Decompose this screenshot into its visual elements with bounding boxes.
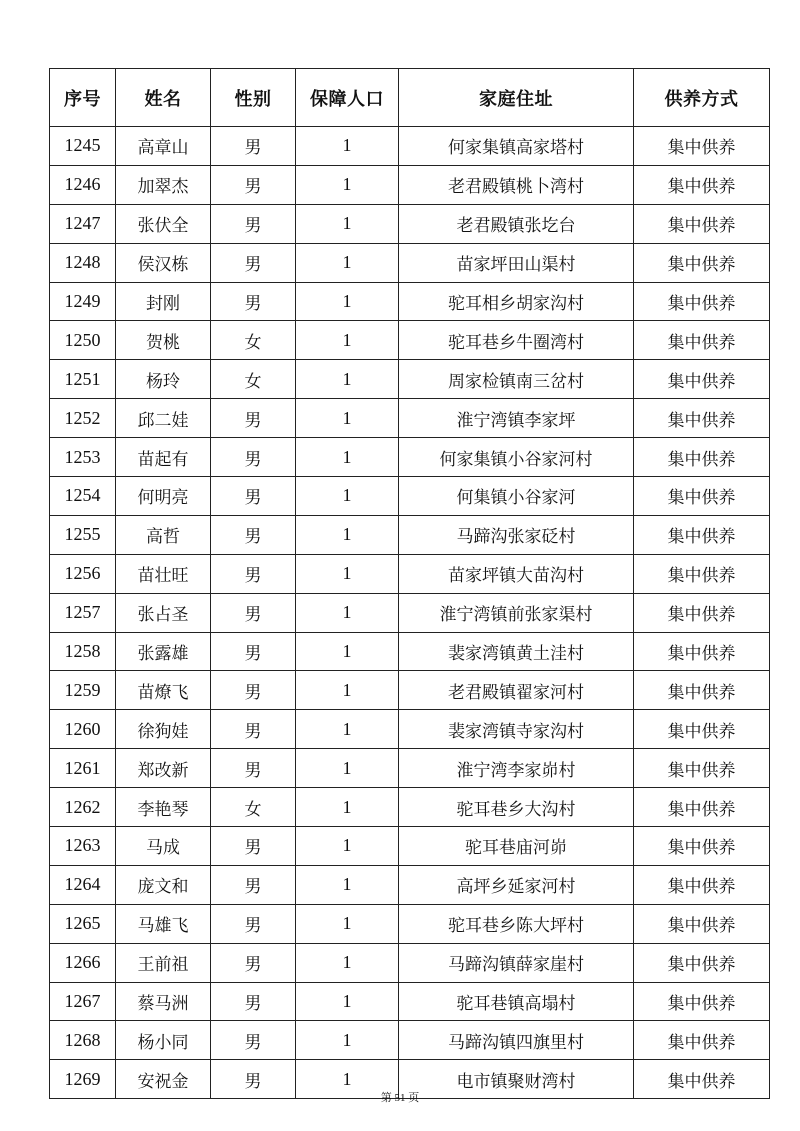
cell-address: 驼耳巷乡陈大坪村 [399, 904, 634, 943]
header-count: 保障人口 [296, 69, 399, 127]
cell-id: 1256 [50, 554, 116, 593]
table-row [50, 593, 770, 632]
cell-support: 集中供养 [634, 165, 770, 204]
cell-name: 高哲 [116, 515, 211, 554]
cell-id: 1263 [50, 827, 116, 866]
cell-gender: 男 [211, 204, 296, 243]
cell-count: 1 [296, 904, 399, 943]
table-row [50, 399, 770, 438]
cell-count: 1 [296, 204, 399, 243]
header-name: 姓名 [116, 69, 211, 127]
cell-support: 集中供养 [634, 243, 770, 282]
cell-id: 1258 [50, 632, 116, 671]
cell-name: 张露雄 [116, 632, 211, 671]
cell-gender: 男 [211, 865, 296, 904]
cell-address: 驼耳相乡胡家沟村 [399, 282, 634, 321]
cell-gender: 男 [211, 710, 296, 749]
cell-id: 1264 [50, 865, 116, 904]
page-number: 第 51 页 [380, 1092, 420, 1104]
cell-name: 马成 [116, 827, 211, 866]
cell-id: 1252 [50, 399, 116, 438]
cell-support: 集中供养 [634, 865, 770, 904]
cell-support: 集中供养 [634, 438, 770, 477]
cell-address: 淮宁湾李家峁村 [399, 749, 634, 788]
cell-name: 加翠杰 [116, 165, 211, 204]
cell-support: 集中供养 [634, 827, 770, 866]
cell-support: 集中供养 [634, 127, 770, 166]
cell-count: 1 [296, 515, 399, 554]
cell-support: 集中供养 [634, 321, 770, 360]
cell-id: 1269 [50, 1060, 116, 1099]
cell-gender: 男 [211, 904, 296, 943]
cell-name: 郑改新 [116, 749, 211, 788]
cell-address: 马蹄沟镇薛家崖村 [399, 943, 634, 982]
cell-id: 1265 [50, 904, 116, 943]
table-row [50, 827, 770, 866]
cell-count: 1 [296, 632, 399, 671]
table-row [50, 165, 770, 204]
cell-address: 驼耳巷乡大沟村 [399, 788, 634, 827]
cell-id: 1247 [50, 204, 116, 243]
cell-gender: 男 [211, 943, 296, 982]
cell-support: 集中供养 [634, 749, 770, 788]
cell-address: 驼耳巷庙河峁 [399, 827, 634, 866]
cell-gender: 男 [211, 243, 296, 282]
cell-address: 马蹄沟镇四旗里村 [399, 1021, 634, 1060]
cell-support: 集中供养 [634, 477, 770, 516]
cell-count: 1 [296, 749, 399, 788]
cell-name: 王前祖 [116, 943, 211, 982]
cell-name: 侯汉栋 [116, 243, 211, 282]
cell-id: 1268 [50, 1021, 116, 1060]
table-header-row [50, 69, 770, 127]
cell-gender: 男 [211, 438, 296, 477]
table-row [50, 788, 770, 827]
table-row [50, 554, 770, 593]
cell-address: 淮宁湾镇前张家渠村 [399, 593, 634, 632]
cell-support: 集中供养 [634, 593, 770, 632]
cell-support: 集中供养 [634, 1060, 770, 1099]
cell-name: 张占圣 [116, 593, 211, 632]
cell-count: 1 [296, 788, 399, 827]
cell-name: 徐狗娃 [116, 710, 211, 749]
cell-name: 邱二娃 [116, 399, 211, 438]
cell-support: 集中供养 [634, 788, 770, 827]
cell-name: 杨玲 [116, 360, 211, 399]
cell-id: 1251 [50, 360, 116, 399]
cell-count: 1 [296, 554, 399, 593]
cell-count: 1 [296, 127, 399, 166]
cell-id: 1261 [50, 749, 116, 788]
cell-id: 1267 [50, 982, 116, 1021]
cell-id: 1259 [50, 671, 116, 710]
cell-id: 1246 [50, 165, 116, 204]
cell-count: 1 [296, 671, 399, 710]
cell-address: 淮宁湾镇李家坪 [399, 399, 634, 438]
cell-gender: 男 [211, 1021, 296, 1060]
table-row [50, 515, 770, 554]
cell-support: 集中供养 [634, 632, 770, 671]
header-address: 家庭住址 [399, 69, 634, 127]
cell-address: 马蹄沟张家砭村 [399, 515, 634, 554]
cell-gender: 女 [211, 321, 296, 360]
cell-gender: 男 [211, 477, 296, 516]
cell-id: 1255 [50, 515, 116, 554]
cell-address: 何家集镇高家塔村 [399, 127, 634, 166]
cell-address: 电市镇聚财湾村 [399, 1060, 634, 1099]
cell-count: 1 [296, 360, 399, 399]
cell-count: 1 [296, 982, 399, 1021]
cell-name: 苗壮旺 [116, 554, 211, 593]
cell-name: 杨小同 [116, 1021, 211, 1060]
header-id: 序号 [50, 69, 116, 127]
cell-name: 贺桃 [116, 321, 211, 360]
cell-count: 1 [296, 399, 399, 438]
cell-id: 1253 [50, 438, 116, 477]
cell-count: 1 [296, 243, 399, 282]
table-row [50, 321, 770, 360]
table-row [50, 749, 770, 788]
cell-count: 1 [296, 438, 399, 477]
table-row [50, 865, 770, 904]
cell-count: 1 [296, 865, 399, 904]
cell-count: 1 [296, 165, 399, 204]
cell-name: 蔡马洲 [116, 982, 211, 1021]
cell-support: 集中供养 [634, 204, 770, 243]
cell-name: 何明亮 [116, 477, 211, 516]
table-row [50, 710, 770, 749]
cell-gender: 男 [211, 399, 296, 438]
cell-count: 1 [296, 1021, 399, 1060]
cell-name: 苗起有 [116, 438, 211, 477]
cell-support: 集中供养 [634, 515, 770, 554]
cell-support: 集中供养 [634, 982, 770, 1021]
roster-table-container [49, 68, 769, 1099]
cell-support: 集中供养 [634, 943, 770, 982]
table-body [50, 127, 770, 1099]
table-row [50, 671, 770, 710]
cell-count: 1 [296, 943, 399, 982]
table-row [50, 982, 770, 1021]
cell-name: 苗燎飞 [116, 671, 211, 710]
table-row [50, 127, 770, 166]
cell-address: 裴家湾镇寺家沟村 [399, 710, 634, 749]
cell-gender: 男 [211, 1060, 296, 1099]
table-row [50, 243, 770, 282]
cell-id: 1249 [50, 282, 116, 321]
cell-count: 1 [296, 282, 399, 321]
cell-gender: 男 [211, 515, 296, 554]
cell-count: 1 [296, 593, 399, 632]
cell-gender: 男 [211, 749, 296, 788]
cell-support: 集中供养 [634, 671, 770, 710]
table-row [50, 204, 770, 243]
cell-support: 集中供养 [634, 554, 770, 593]
cell-address: 周家检镇南三岔村 [399, 360, 634, 399]
cell-gender: 男 [211, 982, 296, 1021]
cell-name: 封刚 [116, 282, 211, 321]
cell-address: 老君殿镇翟家河村 [399, 671, 634, 710]
header-support: 供养方式 [634, 69, 770, 127]
cell-gender: 男 [211, 827, 296, 866]
roster-table [49, 68, 770, 1099]
cell-name: 高章山 [116, 127, 211, 166]
cell-address: 老君殿镇桃卜湾村 [399, 165, 634, 204]
cell-name: 马雄飞 [116, 904, 211, 943]
cell-address: 苗家坪田山渠村 [399, 243, 634, 282]
cell-id: 1248 [50, 243, 116, 282]
cell-address: 老君殿镇张圪台 [399, 204, 634, 243]
cell-address: 高坪乡延家河村 [399, 865, 634, 904]
cell-name: 安祝金 [116, 1060, 211, 1099]
cell-gender: 男 [211, 593, 296, 632]
cell-gender: 男 [211, 282, 296, 321]
table-row [50, 1021, 770, 1060]
cell-count: 1 [296, 827, 399, 866]
cell-support: 集中供养 [634, 360, 770, 399]
table-row [50, 632, 770, 671]
table-row [50, 904, 770, 943]
cell-address: 苗家坪镇大苗沟村 [399, 554, 634, 593]
table-row [50, 943, 770, 982]
cell-gender: 女 [211, 788, 296, 827]
table-row [50, 438, 770, 477]
cell-name: 庞文和 [116, 865, 211, 904]
cell-id: 1266 [50, 943, 116, 982]
cell-name: 李艳琴 [116, 788, 211, 827]
cell-support: 集中供养 [634, 710, 770, 749]
cell-gender: 男 [211, 127, 296, 166]
cell-address: 驼耳巷乡牛圈湾村 [399, 321, 634, 360]
cell-gender: 男 [211, 554, 296, 593]
cell-support: 集中供养 [634, 1021, 770, 1060]
table-row [50, 360, 770, 399]
cell-gender: 女 [211, 360, 296, 399]
table-row [50, 282, 770, 321]
cell-id: 1260 [50, 710, 116, 749]
cell-count: 1 [296, 710, 399, 749]
cell-id: 1262 [50, 788, 116, 827]
cell-id: 1245 [50, 127, 116, 166]
cell-id: 1250 [50, 321, 116, 360]
table-row [50, 477, 770, 516]
cell-support: 集中供养 [634, 399, 770, 438]
cell-support: 集中供养 [634, 282, 770, 321]
cell-gender: 男 [211, 671, 296, 710]
cell-gender: 男 [211, 632, 296, 671]
cell-address: 何家集镇小谷家河村 [399, 438, 634, 477]
cell-address: 何集镇小谷家河 [399, 477, 634, 516]
cell-support: 集中供养 [634, 904, 770, 943]
cell-address: 裴家湾镇黄土洼村 [399, 632, 634, 671]
cell-address: 驼耳巷镇高塌村 [399, 982, 634, 1021]
cell-id: 1257 [50, 593, 116, 632]
header-gender: 性别 [211, 69, 296, 127]
cell-name: 张伏全 [116, 204, 211, 243]
cell-count: 1 [296, 1060, 399, 1099]
cell-id: 1254 [50, 477, 116, 516]
cell-count: 1 [296, 477, 399, 516]
cell-count: 1 [296, 321, 399, 360]
cell-gender: 男 [211, 165, 296, 204]
